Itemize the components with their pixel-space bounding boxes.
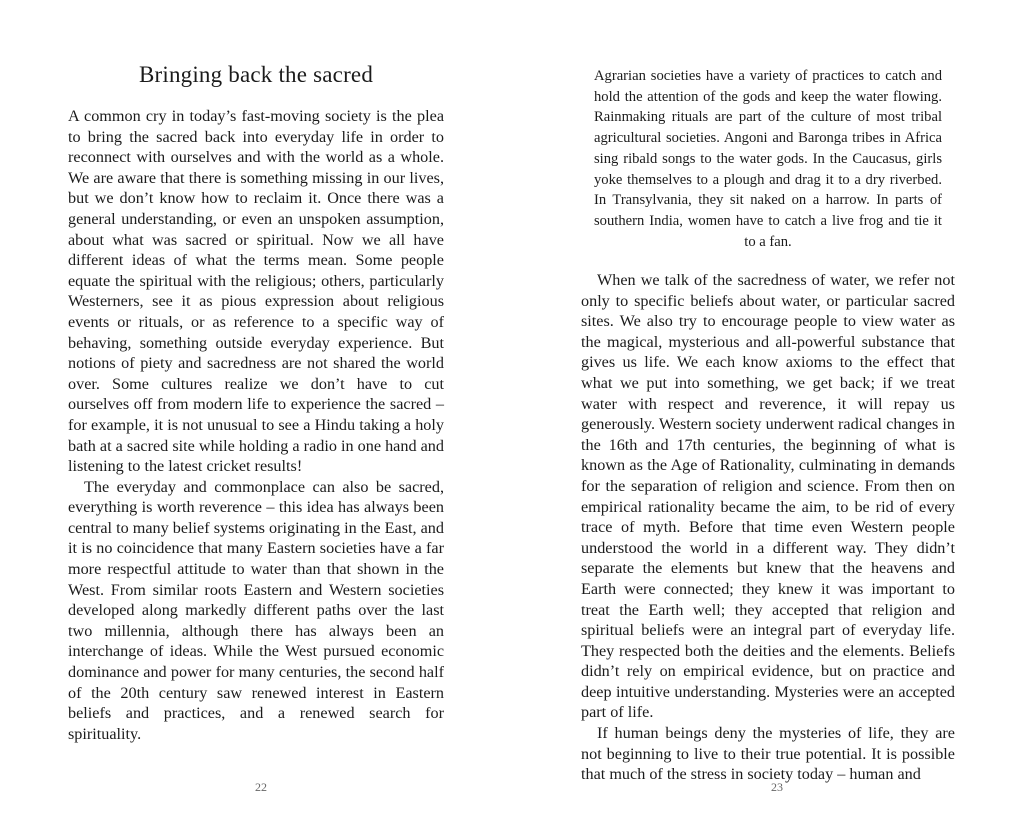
left-body-text xyxy=(68,106,444,744)
paragraph: When we talk of the sacredness of water, we refer not only to specific beliefs about water, or particular sacred sites. We also try to encourage people to view water as the magical, mysterious and all-powerful substance that gives us life. We each know axioms to the effect that what we put into something, we get back; if we treat water with respect and reverence, it will repay us generously. Western society underwent radical changes in the 16th and 17th centuries, the beginning of what is known as the Age of Rationality, culminating in demands for the separation of religion and science. From then on empirical rationality became the aim, to be rid of every trace of myth. Before that time even Western people understood the world in a different way. They didn’t separate the elements but knew that the heavens and Earth were connected; they knew it was important to treat the Earth well; they accepted that religion and spiritual beliefs were an integral part of everyday life. They respected both the deities and the elements. Beliefs didn’t rely on empirical evidence, but on practice and deep intuitive understanding. Mysteries were an accepted part of life. xyxy=(581,271,955,722)
page-number: 23 xyxy=(771,780,783,794)
pull-quote: Agrarian societies have a variety of practices to catch and hold the attention of the gods and keep the water flowing. Rainmaking rituals are part of the culture of most tribal agricultural societies. Angoni and Baronga tribes in Africa sing ribald songs to the water gods. In the Caucasus, girls yoke themselves to a plough and drag it to a dry riverbed. In Transylvania, they sit naked on a harrow. In parts of southern India, women have to catch a live frog and tie it to a fan. xyxy=(594,68,942,250)
paragraph: A common cry in today’s fast-moving society is the plea to bring the sacred back into everyday life in order to reconnect with ourselves and with the world as a whole. We are aware that there is something missing in our lives, but we don’t know how to reclaim it. Once there was a general understanding, or even an unspoken assumption, about what was sacred or spiritual. Now we all have different ideas of what the terms mean. Some people equate the spiritual with the religious; others, particularly Westerners, see it as pious expression about religious events or rituals, or as reference to a specific way of behaving, something outside everyday experience. But notions of piety and sacredness are not shared the world over. Some cultures realize we don’t have to cut ourselves off from modern life to experience the sacred – for example, it is not unusual to see a Hindu taking a holy bath at a sacred site while holding a radio in one hand and listening to the latest cricket results! xyxy=(68,107,444,476)
page-number: 22 xyxy=(255,780,267,794)
paragraph: The everyday and commonplace can also be sacred, everything is worth reverence – this idea has always been central to many belief systems originating in the East, and it is no coincidence that many Eastern societies have a far more respectful attitude to water than that shown in the West. From similar roots Eastern and Western societies developed along markedly different paths over the last two millennia, although there has always been an interchange of ideas. While the West pursued economic dominance and power for many centuries, the second half of the 20th century saw renewed interest in Eastern beliefs and practices, and a renewed search for spirituality. xyxy=(68,477,444,743)
paragraph: If human beings deny the mysteries of life, they are not beginning to live to their true potential. It is possible that much of the stress in society today – human and xyxy=(581,724,955,784)
right-body-text xyxy=(581,270,955,785)
section-heading: Bringing back the sacred xyxy=(138,62,374,87)
